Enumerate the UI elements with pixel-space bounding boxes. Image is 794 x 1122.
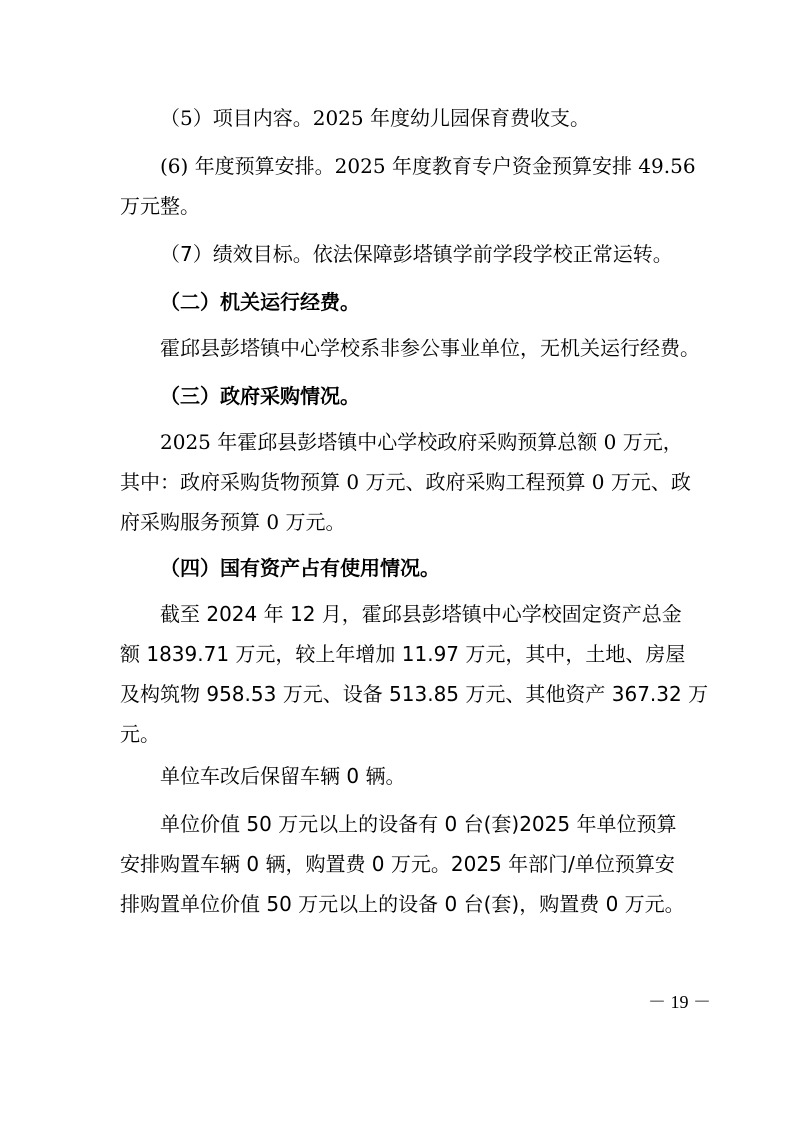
paragraph-line: （5）项目内容。2025 年度幼儿园保育费收支。 <box>160 106 590 130</box>
paragraph-annual-budget <box>120 146 716 226</box>
paragraph-line: (6) 年度预算安排。2025 年度教育专户资金预算安排 49.56 <box>160 154 696 178</box>
paragraph-line: 单位价值 50 万元以上的设备有 0 台(套)2025 年单位预算 <box>160 812 677 836</box>
paragraph-operating-funds <box>120 328 716 368</box>
section-heading-text: （四）国有资产占有使用情况。 <box>160 556 440 580</box>
section-heading-text: （二）机关运行经费。 <box>160 290 360 314</box>
paragraph-line: 截至 2024 年 12 月，霍邱县彭塔镇中心学校固定资产总金 <box>160 602 682 626</box>
section-heading-procurement <box>120 376 716 416</box>
paragraph-line: 及构筑物 958.53 万元、设备 513.85 万元、其他资产 367.32 万 <box>120 682 709 706</box>
paragraph-vehicles <box>120 756 716 796</box>
paragraph-line: 2025 年霍邱县彭塔镇中心学校政府采购预算总额 0 万元， <box>160 430 683 454</box>
paragraph-state-assets <box>120 594 716 754</box>
paragraph-line: 单位车改后保留车辆 0 辆。 <box>160 764 406 788</box>
paragraph-line: 安排购置车辆 0 辆，购置费 0 万元。2025 年部门/单位预算安 <box>120 852 675 876</box>
paragraph-line: 府采购服务预算 0 万元。 <box>120 510 346 534</box>
paragraph-line: 霍邱县彭塔镇中心学校系非参公事业单位，无机关运行经费。 <box>160 336 700 360</box>
section-heading-operating-funds <box>120 282 716 322</box>
paragraph-line: 万元整。 <box>120 194 200 218</box>
paragraph-line: （7）绩效目标。依法保障彭塔镇学前学段学校正常运转。 <box>160 242 673 266</box>
paragraph-project-content <box>120 98 716 138</box>
section-heading-text: （三）政府采购情况。 <box>160 384 360 408</box>
paragraph-line: 额 1839.71 万元，较上年增加 11.97 万元，其中，土地、房屋 <box>120 642 686 666</box>
paragraph-line: 其中：政府采购货物预算 0 万元、政府采购工程预算 0 万元、政 <box>120 470 691 494</box>
paragraph-line: 元。 <box>120 722 160 746</box>
page-number: － 19 － <box>648 992 711 1012</box>
section-heading-state-assets <box>120 548 716 588</box>
paragraph-procurement <box>120 422 716 542</box>
paragraph-equipment <box>120 804 716 924</box>
paragraph-performance-goal <box>120 234 716 274</box>
paragraph-line: 排购置单位价值 50 万元以上的设备 0 台(套)，购置费 0 万元。 <box>120 892 685 916</box>
